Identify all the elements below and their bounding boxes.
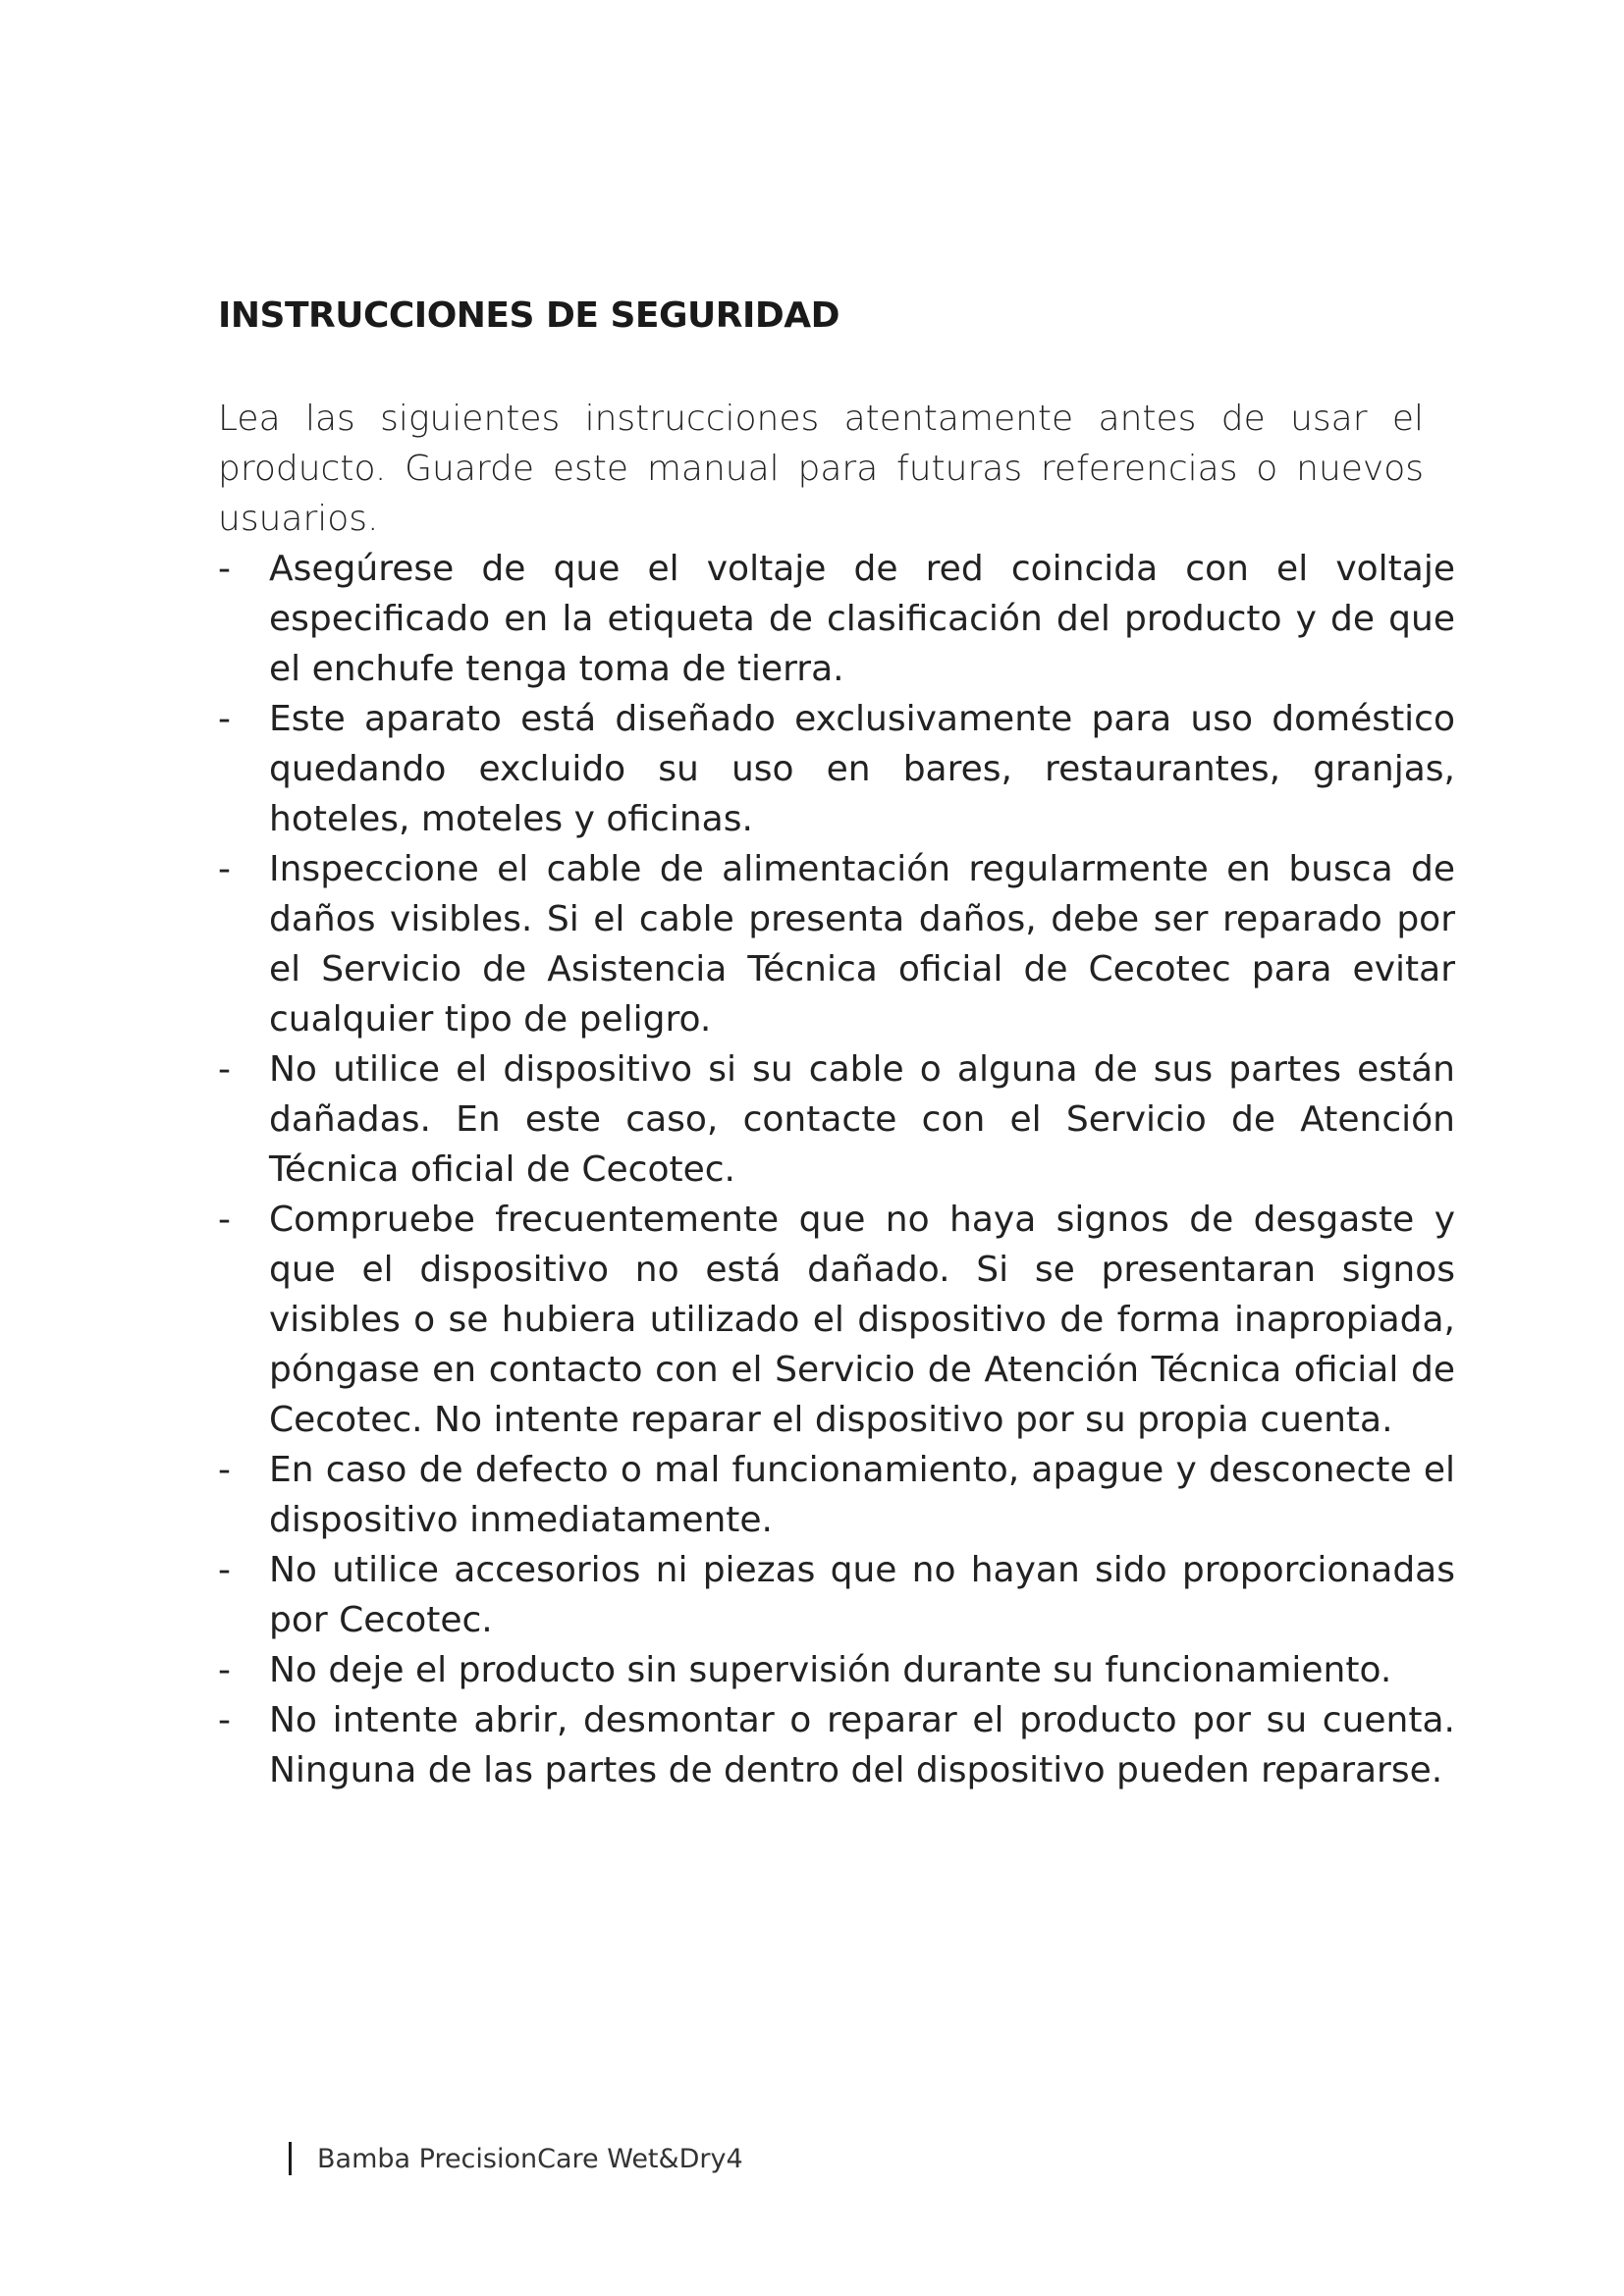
list-item <box>218 694 1455 844</box>
list-item-text: Compruebe frecuentemente que no haya signos de desgaste y que el dispositivo no está dañado. Si se presentaran signos visibles o se hubiera utilizado el dispositivo de forma inapropiada, póngase en contacto con el Servicio de Atención Técnica oficial de Cecotec. No intente reparar el dispositivo por su propia cuenta. <box>269 1200 1455 1441</box>
list-item <box>218 1695 1455 1795</box>
bullet-dash: - <box>218 1200 231 1241</box>
document-page <box>218 294 1455 1795</box>
list-item-text: No utilice accesorios ni piezas que no hayan sido proporcionadas por Cecotec. <box>269 1550 1455 1641</box>
footer-product-name: Bamba PrecisionCare Wet&Dry4 <box>317 2143 743 2174</box>
list-item-text: Inspeccione el cable de alimentación regularmente en busca de daños visibles. Si el cable presenta daños, debe ser reparado por el Servicio de Asistencia Técnica oficial de Cecotec para evitar cualquier tipo de peligro. <box>269 849 1455 1041</box>
list-item-text: Asegúrese de que el voltaje de red coincida con el voltaje especificado en la etiqueta de clasificación del producto y de que el enchufe tenga toma de tierra. <box>269 549 1455 690</box>
list-item <box>218 844 1455 1044</box>
list-item-text: Este aparato está diseñado exclusivamente para uso doméstico quedando excluido su uso en bares, restaurantes, granjas, hoteles, moteles y oficinas. <box>269 699 1455 840</box>
list-item-text: No deje el producto sin supervisión durante su funcionamiento. <box>269 1650 1392 1691</box>
bullet-dash: - <box>218 1550 231 1591</box>
list-item <box>218 1445 1455 1545</box>
bullet-dash: - <box>218 1450 231 1491</box>
page-title: INSTRUCCIONES DE SEGURIDAD <box>218 295 840 336</box>
bullet-dash: - <box>218 1049 231 1091</box>
list-item-text: No intente abrir, desmontar o reparar el producto por su cuenta. Ninguna de las partes de dentro del dispositivo pueden repararse. <box>269 1700 1455 1791</box>
bullet-dash: - <box>218 549 231 590</box>
bullet-dash: - <box>218 699 231 740</box>
intro-paragraph: Lea las siguientes instrucciones atentamente antes de usar el producto. Guarde este manual para futuras referencias o nuevos usuarios. <box>218 399 1424 540</box>
list-item <box>218 1044 1455 1195</box>
bullet-dash: - <box>218 1700 231 1741</box>
list-item-text: No utilice el dispositivo si su cable o alguna de sus partes están dañadas. En este caso, contacte con el Servicio de Atención Técnica oficial de Cecotec. <box>269 1049 1455 1191</box>
list-item <box>218 1195 1455 1445</box>
page-footer <box>289 2142 743 2175</box>
safety-instruction-list <box>218 544 1455 1795</box>
list-item <box>218 544 1455 694</box>
footer-divider <box>289 2142 292 2175</box>
list-item-text: En caso de defecto o mal funcionamiento, apague y desconecte el dispositivo inmediatamente. <box>269 1450 1455 1541</box>
bullet-dash: - <box>218 1650 231 1691</box>
bullet-dash: - <box>218 849 231 890</box>
list-item <box>218 1645 1455 1695</box>
list-item <box>218 1545 1455 1645</box>
